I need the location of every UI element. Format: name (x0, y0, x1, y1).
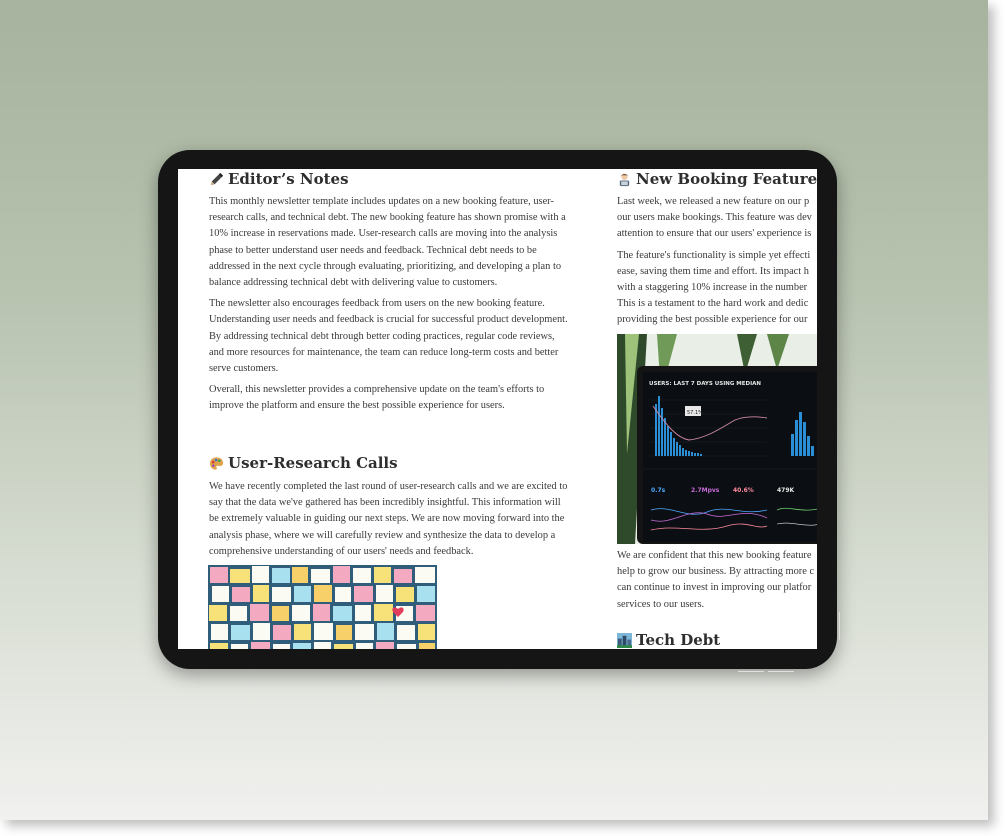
editor-notes-heading (209, 169, 349, 189)
palette-icon (209, 456, 224, 471)
booking-paragraph: The feature's functionality is simple yet effecti ease, saving them time and effort. Its impact h with a staggering 10% increase in the number This is a testament to the hard work and dedic providing the best possible experience for our (617, 249, 811, 326)
tech-debt-heading (617, 630, 720, 649)
booking-feature-body-continued (617, 548, 814, 618)
divider-line (768, 671, 794, 672)
editor-notes-title: Editor’s Notes (228, 170, 349, 188)
tech-debt-title: Tech Debt (636, 631, 721, 649)
dashboard-stat-4: 479K (777, 487, 795, 494)
user-research-paragraph: We have recently completed the last round of user-research calls and we are excited to say that the data we've gathered has been incredibly insightful. This information will be extremely valuable in guiding our next steps. We are now moving forward into the analysis phase, where we will carefully review and synthesize the data to develop a comprehensive understanding of our users' needs and feedback. (209, 481, 568, 557)
user-research-title: User-Research Calls (228, 454, 398, 472)
dashboard-stat-1: 0.7s (651, 487, 666, 494)
dashboard-stat-3: 40.6% (733, 487, 754, 494)
user-research-body (209, 479, 567, 565)
user-research-heading (209, 453, 398, 473)
city-icon (617, 633, 632, 648)
booking-paragraph: Last week, we released a new feature on our p our users make bookings. This feature was dev attention to ensure that our users' experience is (617, 196, 812, 240)
divider-line (738, 671, 764, 672)
scrollbar-track[interactable] (839, 612, 840, 640)
newsletter-page[interactable] (178, 169, 817, 649)
booking-paragraph: We are confident that this new booking feature help to grow our business. By attracting more c can continue to invest in improving our platfor services to our users. (617, 550, 815, 610)
editor-notes-paragraph: This monthly newsletter template includes updates on a new booking feature, user- research calls, and technical debt. The new booking feature has shown promise with a 10% increase in reservations made. User-research calls are moving into the analysis phase to better understand user needs and feedback. Technical debt needs to be addressed in the next cycle through evaluating, prioritizing, and developing a plan to balance addressing technical debt with delivering value to customers. (209, 196, 566, 289)
booking-feature-heading (617, 169, 817, 189)
sticky-notes-wall-image (208, 565, 437, 649)
editor-notes-paragraph: Overall, this newsletter provides a comprehensive update on the team's efforts to improve the platform and ensure the best possible experience for users. (209, 384, 545, 412)
dashboard-tooltip: 57.1% (687, 410, 703, 416)
person-at-laptop-icon (617, 172, 632, 187)
booking-feature-title: New Booking Feature (636, 170, 817, 188)
analytics-dashboard-laptop-image (617, 334, 817, 544)
booking-feature-body (617, 194, 812, 334)
dashboard-header: USERS: LAST 7 DAYS USING MEDIAN (649, 381, 761, 387)
tablet-device (158, 150, 837, 669)
dashboard-stat-2: 2.7Mpvs (691, 487, 720, 494)
pencil-icon (209, 172, 224, 187)
editor-notes-paragraph: The newsletter also encourages feedback from users on the new booking feature. Understanding user needs and feedback is crucial for successful product development. By addressing technical debt through better coding practices, regular code reviews, and more resources for maintenance, the team can reduce long-term costs and better serve customers. (209, 298, 568, 375)
editor-notes-body (209, 194, 568, 420)
